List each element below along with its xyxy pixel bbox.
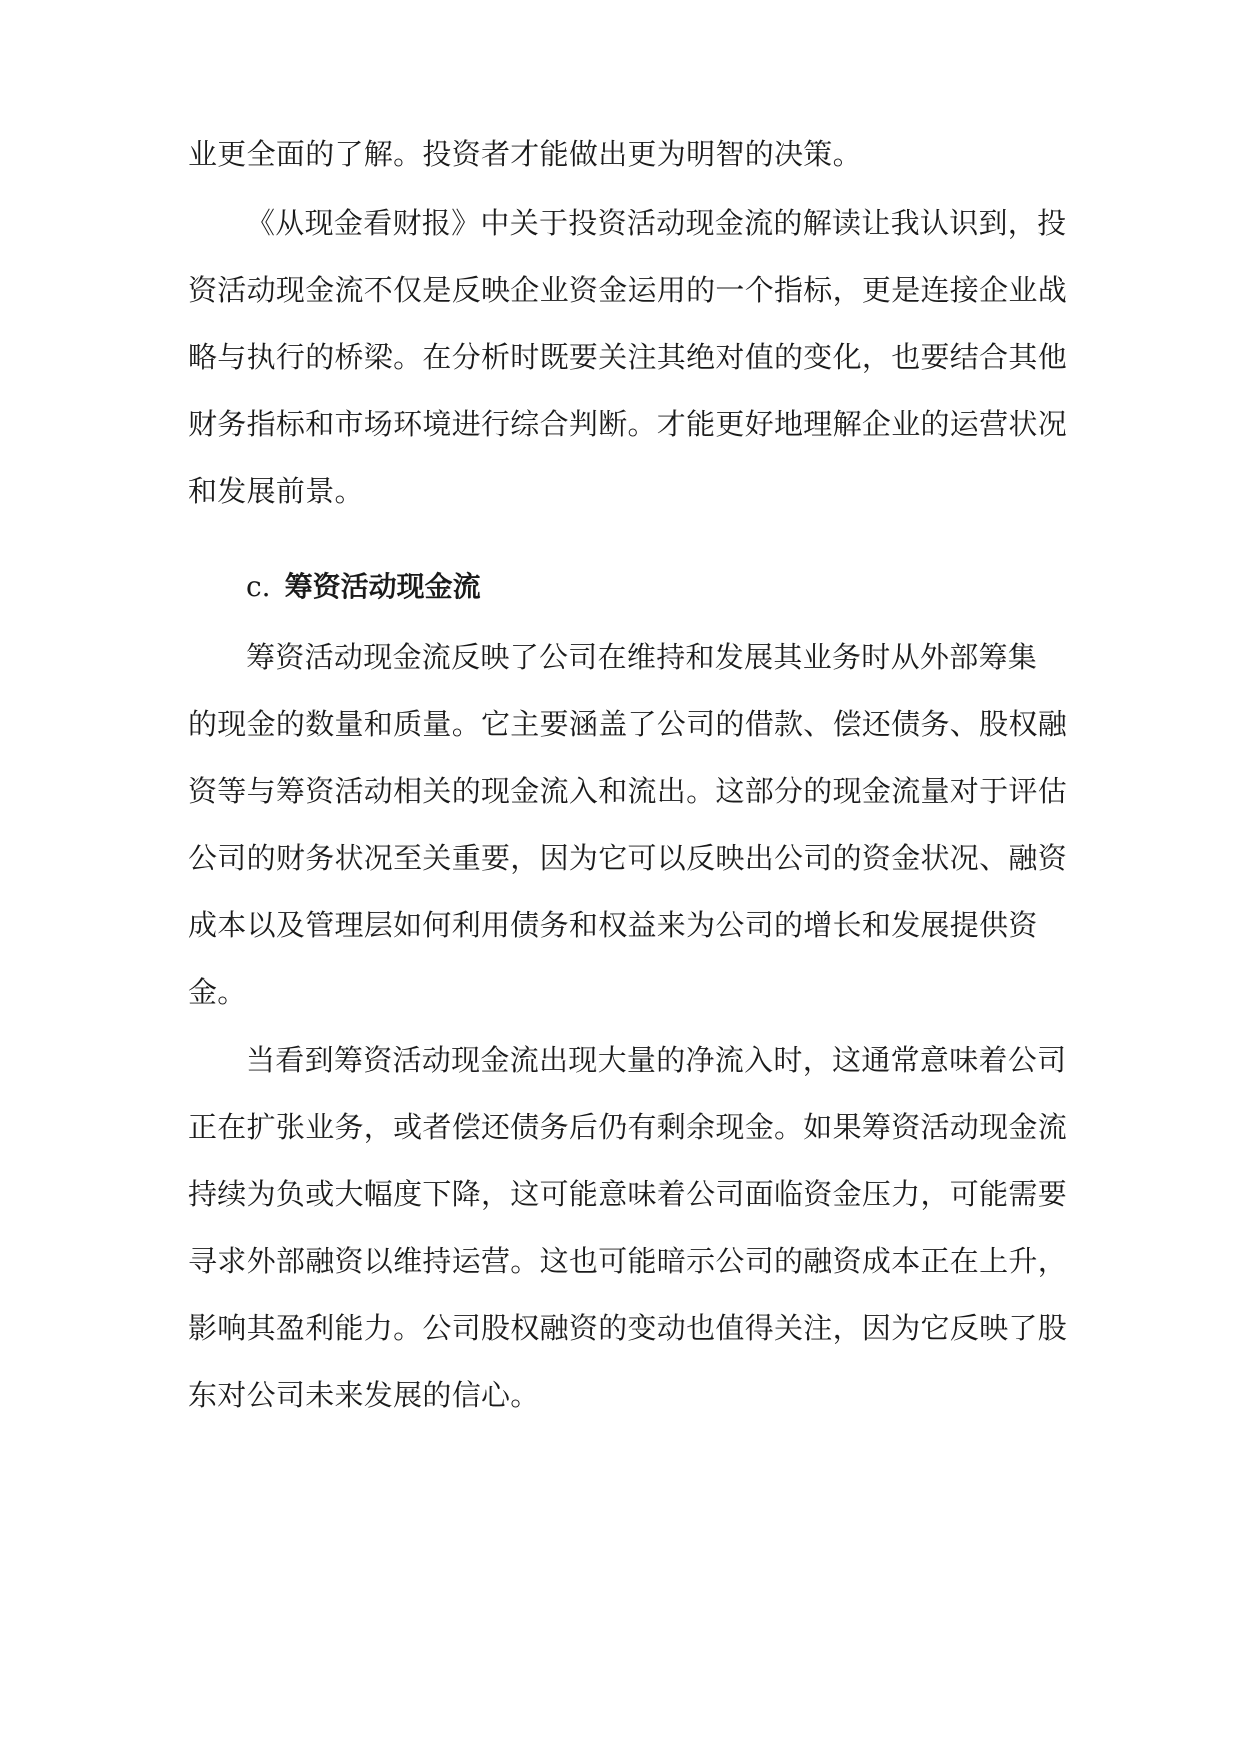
paragraph-line: 略与执行的桥梁。在分析时既要关注其绝对值的变化，也要结合其他 (188, 340, 1068, 374)
paragraph-line: 持续为负或大幅度下降，这可能意味着公司面临资金压力，可能需要 (188, 1177, 1068, 1211)
section-title: 筹资活动现金流 (284, 570, 481, 603)
paragraph-line: 财务指标和市场环境进行综合判断。才能更好地理解企业的运营状况 (188, 407, 1068, 441)
paragraph-line: 东对公司未来发展的信心。 (188, 1378, 540, 1412)
paragraph-line: 寻求外部融资以维持运营。这也可能暗示公司的融资成本正在上升， (188, 1244, 1068, 1278)
paragraph-line: 《从现金看财报》中关于投资活动现金流的解读让我认识到，投 (246, 206, 1067, 240)
paragraph-line: 业更全面的了解。投资者才能做出更为明智的决策。 (188, 137, 862, 171)
paragraph-line: 金。 (188, 975, 247, 1009)
paragraph-line: 成本以及管理层如何利用债务和权益来为公司的增长和发展提供资 (188, 908, 1038, 942)
paragraph-line: 公司的财务状况至关重要，因为它可以反映出公司的资金状况、融资 (188, 841, 1068, 875)
paragraph-line: 和发展前景。 (188, 474, 364, 508)
section-heading (246, 567, 481, 607)
paragraph-line: 资活动现金流不仅是反映企业资金运用的一个指标，更是连接企业战 (188, 273, 1068, 307)
paragraph-line: 资等与筹资活动相关的现金流入和流出。这部分的现金流量对于评估 (188, 774, 1068, 808)
paragraph-line: 筹资活动现金流反映了公司在维持和发展其业务时从外部筹集 (246, 640, 1038, 674)
paragraph-line: 的现金的数量和质量。它主要涵盖了公司的借款、偿还债务、股权融 (188, 707, 1068, 741)
paragraph-line: 当看到筹资活动现金流出现大量的净流入时，这通常意味着公司 (246, 1043, 1067, 1077)
paragraph-line: 影响其盈利能力。公司股权融资的变动也值得关注，因为它反映了股 (188, 1311, 1068, 1345)
section-marker: c. (246, 570, 271, 603)
paragraph-line: 正在扩张业务，或者偿还债务后仍有剩余现金。如果筹资活动现金流 (188, 1110, 1068, 1144)
